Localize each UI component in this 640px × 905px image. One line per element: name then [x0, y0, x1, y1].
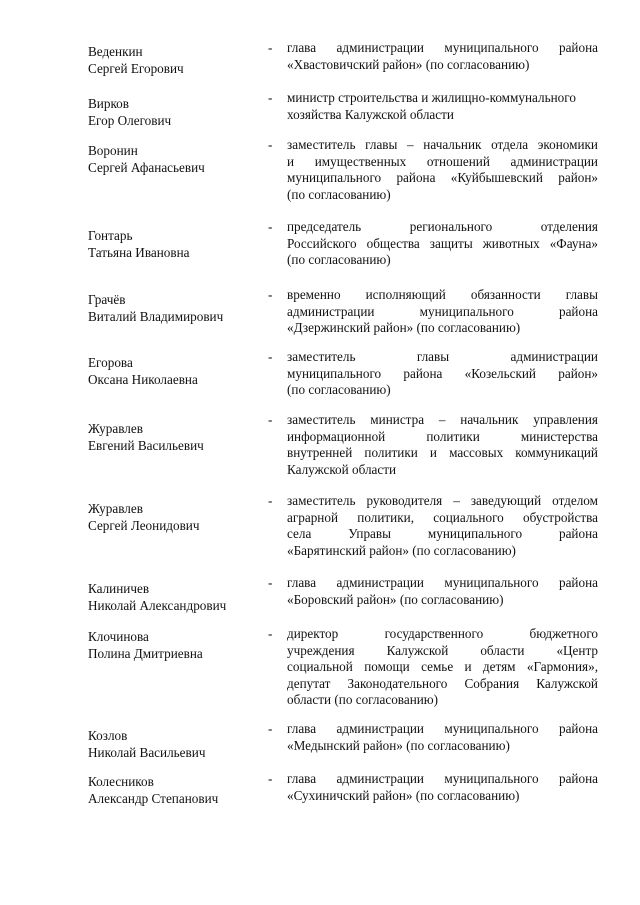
- list-dash: -: [268, 493, 273, 508]
- position-line: «Барятинский район» (по согласованию): [287, 542, 516, 558]
- member-name: [88, 292, 263, 325]
- member-given-names: Сергей Егорович: [88, 60, 184, 76]
- position-line: заместитель министра – начальник управления: [287, 412, 598, 427]
- member-surname: Воронин: [88, 143, 138, 158]
- position-line: муниципального района «Козельский район»: [287, 365, 598, 381]
- position-line: директор государственного бюджетного: [287, 626, 598, 641]
- member-surname: Журавлев: [88, 421, 143, 436]
- member-position: [287, 287, 598, 337]
- member-position: [287, 219, 598, 269]
- member-position: [287, 412, 598, 478]
- member-position: [287, 771, 598, 804]
- list-dash: -: [268, 90, 273, 105]
- member-name: [88, 581, 263, 614]
- position-line: «Боровский район» (по согласованию): [287, 591, 504, 607]
- position-line: Российского общества защиты животных «Фауна»: [287, 235, 598, 251]
- list-dash: -: [268, 721, 273, 736]
- member-given-names: Сергей Леонидович: [88, 517, 200, 533]
- member-given-names: Николай Александрович: [88, 597, 227, 613]
- member-position: [287, 575, 598, 608]
- position-line: глава администрации муниципального района: [287, 40, 598, 55]
- member-name: [88, 728, 263, 761]
- member-position: [287, 493, 598, 559]
- position-line: учреждения Калужской области «Центр: [287, 642, 598, 658]
- member-position: [287, 721, 598, 754]
- position-line: Калужской области: [287, 461, 397, 477]
- member-surname: Козлов: [88, 728, 128, 743]
- list-dash: -: [268, 219, 273, 234]
- member-name: [88, 355, 263, 388]
- member-surname: Вирков: [88, 96, 130, 111]
- position-line: глава администрации муниципального района: [287, 771, 598, 786]
- member-position: [287, 137, 598, 203]
- list-dash: -: [268, 771, 273, 786]
- position-line: глава администрации муниципального района: [287, 575, 598, 590]
- position-line: временно исполняющий обязанности главы: [287, 287, 598, 302]
- list-dash: -: [268, 40, 273, 55]
- member-position: [287, 349, 598, 399]
- position-line: заместитель главы – начальник отдела экономики: [287, 137, 598, 152]
- position-line: министр строительства и жилищно-коммунального: [287, 90, 576, 105]
- member-name: [88, 629, 263, 662]
- member-name: [88, 501, 263, 534]
- position-line: «Медынский район» (по согласованию): [287, 737, 510, 753]
- member-given-names: Татьяна Ивановна: [88, 244, 190, 260]
- member-given-names: Сергей Афанасьевич: [88, 159, 205, 175]
- position-line: хозяйства Калужской области: [287, 106, 454, 122]
- member-name: [88, 774, 263, 807]
- position-line: (по согласованию): [287, 252, 391, 268]
- member-given-names: Егор Олегович: [88, 112, 172, 128]
- member-name: [88, 44, 263, 77]
- position-line: депутат Законодательного Собрания Калужской: [287, 675, 598, 691]
- member-surname: Калиничев: [88, 581, 150, 596]
- member-position: [287, 626, 598, 709]
- member-surname: Егорова: [88, 355, 133, 370]
- position-line: заместитель главы администрации: [287, 349, 598, 364]
- position-line: социальной помощи семье и детям «Гармония»,: [287, 659, 598, 675]
- member-given-names: Александр Степанович: [88, 790, 219, 806]
- member-surname: Журавлев: [88, 501, 143, 516]
- list-dash: -: [268, 287, 273, 302]
- list-dash: -: [268, 626, 273, 641]
- member-given-names: Евгений Васильевич: [88, 437, 204, 453]
- position-line: заместитель руководителя – заведующий отделом: [287, 493, 598, 508]
- member-name: [88, 228, 263, 261]
- position-line: (по согласованию): [287, 382, 391, 398]
- position-line: глава администрации муниципального района: [287, 721, 598, 736]
- position-line: «Хвастовичский район» (по согласованию): [287, 56, 530, 72]
- list-dash: -: [268, 349, 273, 364]
- position-line: внутренней политики и массовых коммуникаций: [287, 445, 598, 461]
- position-line: администрации муниципального района: [287, 303, 598, 319]
- position-line: муниципального района «Куйбышевский район»: [287, 170, 598, 186]
- member-given-names: Николай Васильевич: [88, 744, 206, 760]
- member-position: [287, 90, 598, 123]
- member-surname: Грачёв: [88, 292, 126, 307]
- list-dash: -: [268, 137, 273, 152]
- position-line: «Сухиничский район» (по согласованию): [287, 787, 520, 803]
- position-line: села Управы муниципального района: [287, 526, 598, 542]
- position-line: области (по согласованию): [287, 692, 439, 708]
- member-given-names: Полина Дмитриевна: [88, 645, 203, 661]
- list-dash: -: [268, 575, 273, 590]
- member-name: [88, 96, 263, 129]
- position-line: аграрной политики, социального обустройства: [287, 509, 598, 525]
- member-surname: Колесников: [88, 774, 154, 789]
- position-line: и имущественных отношений администрации: [287, 153, 598, 169]
- member-name: [88, 143, 263, 176]
- member-given-names: Оксана Николаевна: [88, 371, 198, 387]
- member-given-names: Виталий Владимирович: [88, 308, 224, 324]
- member-surname: Клочинова: [88, 629, 149, 644]
- position-line: (по согласованию): [287, 186, 391, 202]
- member-position: [287, 40, 598, 73]
- position-line: «Дзержинский район» (по согласованию): [287, 320, 521, 336]
- member-surname: Веденкин: [88, 44, 143, 59]
- position-line: председатель регионального отделения: [287, 219, 598, 234]
- member-name: [88, 421, 263, 454]
- position-line: информационной политики министерства: [287, 428, 598, 444]
- list-dash: -: [268, 412, 273, 427]
- member-surname: Гонтарь: [88, 228, 133, 243]
